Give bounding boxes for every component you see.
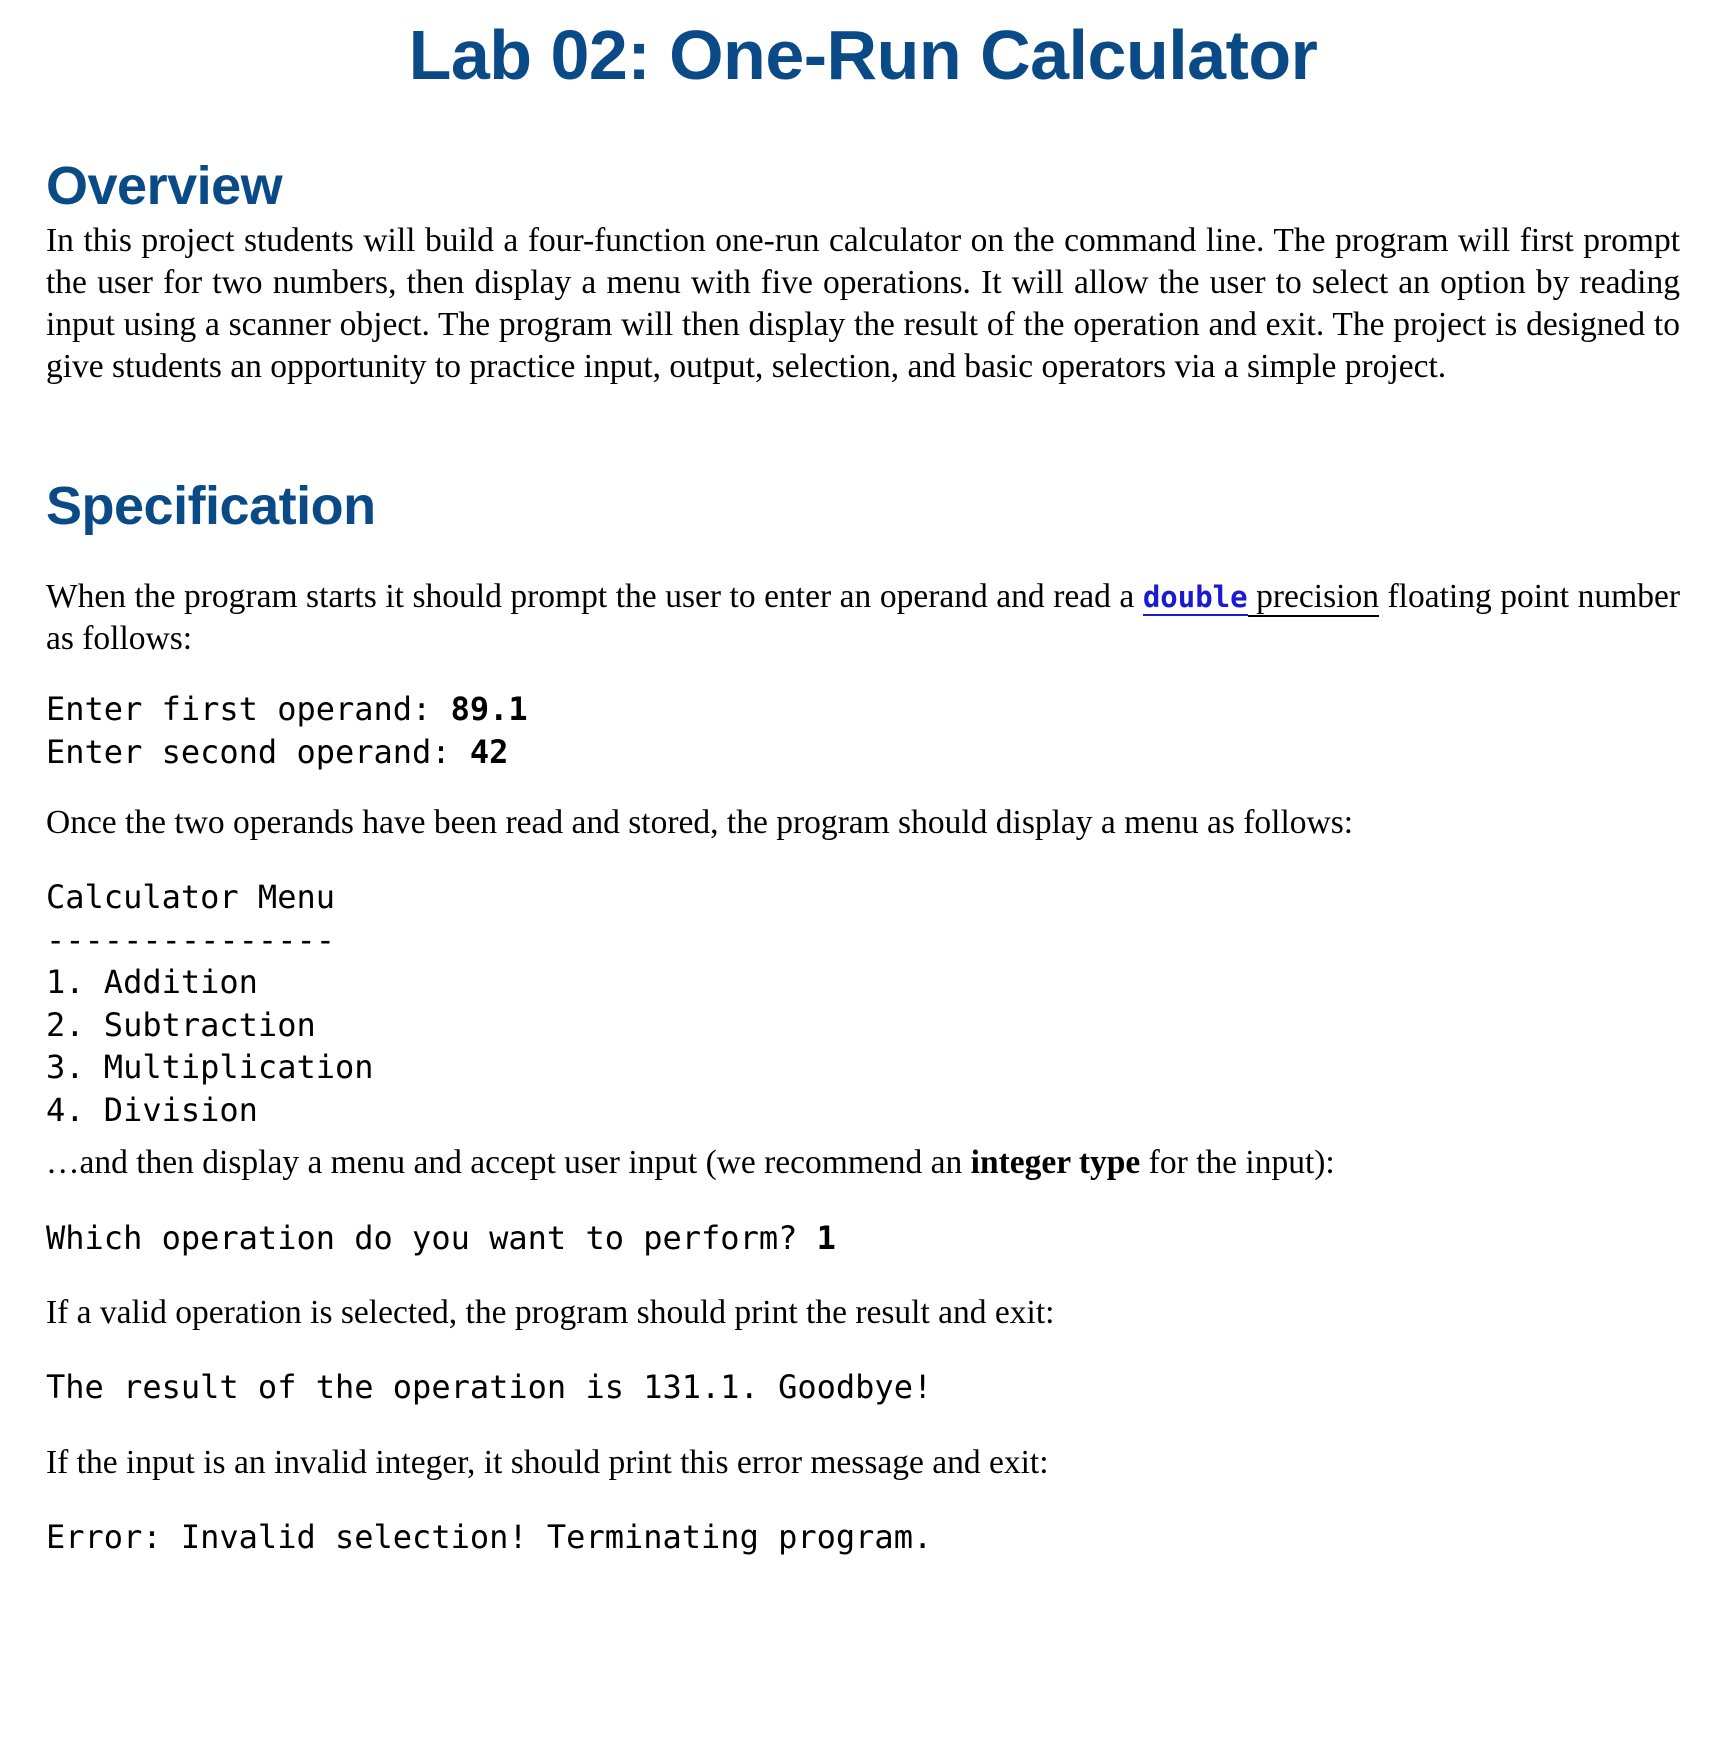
menu-item-multiplication: 3. Multiplication bbox=[46, 1048, 374, 1086]
specification-heading: Specification bbox=[46, 476, 376, 536]
accept-text-bold: integer type bbox=[970, 1144, 1141, 1181]
accept-text-before: …and then display a menu and accept user input (we recommend an bbox=[46, 1144, 971, 1181]
accept-input-paragraph bbox=[46, 1142, 1680, 1184]
menu-intro-paragraph: Once the two operands have been read and stored, the program should display a menu as follows: bbox=[46, 804, 1354, 841]
page-title: Lab 02: One-Run Calculator bbox=[408, 16, 1318, 94]
operation-prompt: Which operation do you want to perform? bbox=[46, 1219, 817, 1257]
overview-heading: Overview bbox=[46, 156, 283, 216]
operation-value: 1 bbox=[816, 1219, 836, 1257]
first-operand-prompt: Enter first operand: bbox=[46, 690, 451, 728]
accept-text-after: for the input): bbox=[1140, 1144, 1335, 1181]
invalid-input-paragraph: If the input is an invalid integer, it should print this error message and exit: bbox=[46, 1444, 1049, 1481]
result-line: The result of the operation is 131.1. Goodbye! bbox=[46, 1368, 933, 1406]
menu-item-division: 4. Division bbox=[46, 1090, 258, 1129]
second-operand-value: 42 bbox=[469, 732, 509, 771]
menu-item-addition: 1. Addition bbox=[46, 963, 258, 1001]
first-operand-value: 89.1 bbox=[450, 690, 528, 728]
spec-intro-text-before: When the program starts it should prompt the user to enter an operand and read a bbox=[46, 578, 1143, 615]
precision-link[interactable]: precision bbox=[1247, 578, 1379, 615]
operation-prompt-line bbox=[46, 1217, 836, 1260]
spec-intro-text-after: floating point number as follows: bbox=[46, 578, 1681, 657]
menu-divider: --------------- bbox=[46, 920, 335, 959]
second-operand-line bbox=[46, 731, 528, 774]
spec-intro-paragraph bbox=[46, 576, 1680, 660]
operand-prompts-block bbox=[46, 688, 528, 773]
error-line: Error: Invalid selection! Terminating program. bbox=[46, 1518, 933, 1556]
overview-paragraph: In this project students will build a four-function one-run calculator on the command line. The program will first prompt the user for two numbers, then display a menu with five operations. It will allow the user to select an option by reading input using a scanner object. The program will then display the result of the operation and exit. The project is designed to give students an opportunity to practice input, output, selection, and basic operators via a simple project. bbox=[46, 222, 1680, 385]
first-operand-line bbox=[46, 688, 528, 731]
menu-item-subtraction: 2. Subtraction bbox=[46, 1005, 316, 1044]
calculator-menu-block bbox=[46, 876, 374, 1131]
second-operand-prompt: Enter second operand: bbox=[46, 732, 470, 771]
valid-operation-paragraph: If a valid operation is selected, the program should print the result and exit: bbox=[46, 1294, 1055, 1331]
menu-title: Calculator Menu bbox=[46, 878, 335, 916]
double-code-link[interactable]: double bbox=[1142, 580, 1248, 614]
